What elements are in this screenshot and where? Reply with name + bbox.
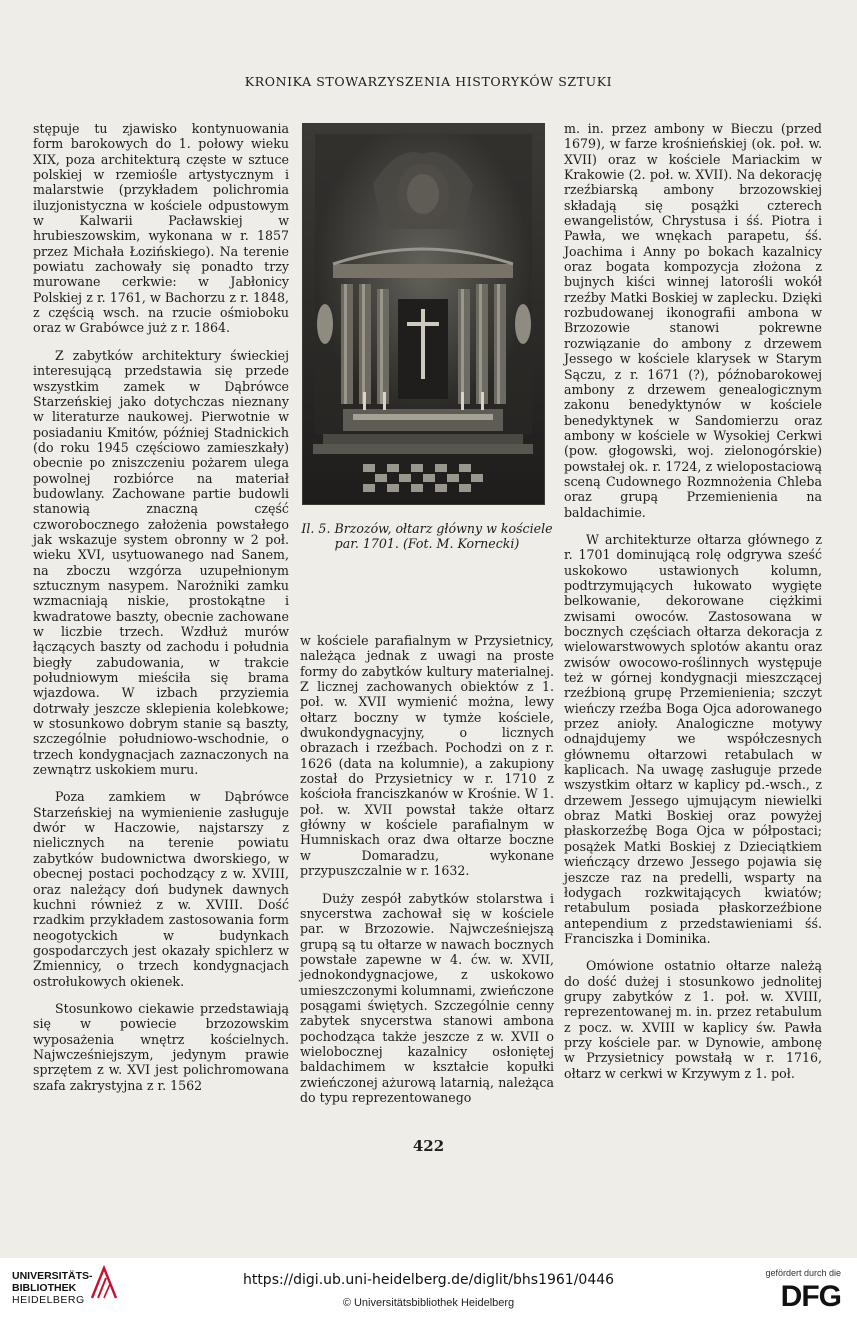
left-paragraph-4: Stosunkowo ciekawie przedstawiają się w powiecie brzozowskim wyposażenia wnętrz kościelnych. Najwcześniejszym, jedynym prawie sprzętem z w. XVI jest polichromowana szafa zakrystyjna z r. 1562 — [33, 1000, 289, 1093]
middle-paragraph-2: Duży zespół zabytków stolarstwa i snycerstwa zachował się w kościele par. w Brzozowie. Najwcześniejszą grupą są tu ołtarze w nawach bocznych powstałe zapewne w 4. ćw. w. XVII, jednokondygnacjowe, z uskokowo umieszczonymi kolumnami, zwieńczone posągami świętych. Szczególnie cenny zabytek snycerstwa stanowi ambona pochodząca także jeszcze z w. XVII o wielobocznej kazalnicy osłoniętej baldachimem w kształcie kopułki zwieńczonej ażurową latarnią, należąca do typu reprezentowanego — [300, 890, 554, 1105]
middle-paragraph-1: w kościele parafialnym w Przysietnicy, należąca jednak z uwagi na proste formy do zabytków kultury materialnej. Z licznej zachowanych obiektów z 1. poł. w. XVII wymienić można, lewy ołtarz boczny w tymże kościele, dwukondygnacyjny, o licznych obrazach i rzeźbach. Pochodzi on z r. 1626 (data na kolumnie), a zakupiony został do Przysietnicy w r. 1710 z kościoła franciszkanów w Krośnie. W 1. poł. w. XVII powstał także ołtarz główny w kościele parafialnym w Humniskach oraz dwa ołtarze boczne w Domaradzu, wykonane przypuszczalnie w r. 1632. — [300, 633, 554, 879]
library-line-1: UNIVERSITÄTS- — [12, 1270, 93, 1282]
page-number: 422 — [412, 1137, 445, 1155]
left-column — [33, 121, 289, 1105]
middle-column — [300, 633, 554, 1117]
permalink-url[interactable]: https://digi.ub.uni-heidelberg.de/diglit/bhs1961/0446 — [242, 1272, 615, 1288]
dfg-logo[interactable]: DFG — [780, 1280, 841, 1313]
left-paragraph-1: stępuje tu zjawisko kontynuowania form barokowych do 1. połowy wieku XIX, poza architekturą częste w sztuce polskiej w rzemiośle artystycznym i malarstwie (przykładem polichromia iluzjonistyczna w kościele odpustowym w Kalwarii Pacławskiej w hrubieszowskim, wykonana w r. 1857 przez Michała Łozińskiego). Na terenie powiatu zachowały się ponadto trzy murowane cerkwie: w Jabłonicy Polskiej z r. 1761, w Bachorzu z r. 1848, z częścią wsch. na rzucie ośmioboku oraz w Grabówce już z r. 1864. — [33, 121, 289, 336]
right-paragraph-1: m. in. przez ambony w Bieczu (przed 1679), w farze krośnieńskiej (ok. poł. w. XVII) oraz w kościele Mariackim w Krakowie (2. poł. w. XVII). Na dekorację rzeźbiarską ambony brzozowskiej składają się posążki czterech ewangelistów, Chrystusa i śś. Piotra i Pawła, we wnękach parapetu, śś. Joachima i Anny po bokach kazalnicy oraz bogata kompozycja złożona z bujnych kiści winnej latorośli wokół rzeźby Matki Boskiej w zaplecku. Dzięki rozbudowanej ikonografii ambona w Brzozowie stanowi pokrewne rozwiązanie do ambony z drzewem Jessego w kościele klarysek w Starym Sączu, z r. 1671 (?), późnobarokowej ambony z drzewem genealogicznym zakonu benedyktynów w kościele benedyktynek w Sandomierzu oraz ambony w kościele w Wysokiej Cerkwi (pow. głogowski, woj. zielonogórskie) powstałej ok. r. 1724, z wielopostaciową sceną Cudownego Rozmnożenia Chleba oraz grupą Przemienienia na baldachimie. — [564, 121, 822, 520]
library-line-2: BIBLIOTHEK — [12, 1282, 77, 1294]
copyright-notice: © Universitätsbibliothek Heidelberg — [342, 1297, 515, 1309]
altar-photograph — [302, 123, 545, 505]
funding-label: gefördert durch die — [765, 1268, 841, 1278]
altar-illustration — [303, 124, 544, 504]
left-paragraph-3: Poza zamkiem w Dąbrówce Starzeńskiej na wymienienie zasługuje dwór w Haczowie, najstarszy z nielicznych na terenie powiatu zabytków budownictwa dworskiego, w obecnej postaci pochodzący z w. XVIII, oraz należący doń budynek dawnych kuchni również z w. XVIII. Dość rzadkim przykładem zastosowania form neogotyckich w budynkach gospodarczych jest okazały spichlerz w Zmiennicy, o trzech kondygnacjach ostrołukowych okienek. — [33, 789, 289, 989]
left-paragraph-2: Z zabytków architektury świeckiej interesującą przedstawia się przede wszystkim zamek w Dąbrówce Starzeńskiej jako dotychczas nieznany w literaturze naukowej. Pierwotnie w posiadaniu Kmitów, później Stadnickich (do roku 1945 częściowo zamieszkały) obecnie po zniszczeniu pożarem ulega powolnej rozbiórce na materiał budowlany. Zachowane partie budowli stanowią znaczną część czworobocznego założenia powstałego jak wskazuje system obronny w 2 poł. wieku XVI, usytuowanego nad Sanem, na zboczu wzgórza uzupełnionym sztucznym nasypem. Narożniki zamku wzmacniają niskie, prostokątne i kwadratowe baszty, obecnie zachowane w liczbie trzech. Wzdłuż murów łączących baszty od zachodu i południa biegły zabudowania, w trakcie południowym mieściła się brama wjazdowa. W izbach przyziemia dotrwały jeszcze sklepienia kolebkowe; w stosunkowo dobrym stanie są baszty, szczególnie południowo-wschodnie, o trzech kondygnacjach zaznaczonych na zewnątrz uskokiem muru. — [33, 347, 289, 778]
right-column — [564, 121, 822, 1093]
library-line-3: HEIDELBERG — [12, 1294, 85, 1306]
right-paragraph-3: Omówione ostatnio ołtarze należą do dość dużej i stosunkowo jednolitej grupy zabytków z 1. poł. w. XVIII, reprezentowanej m. in. przez retabulum z pocz. w. XVIII w kaplicy św. Pawła przy kościele par. w Dynowie, ambonę w Przysietnicy powstałą w r. 1716, ołtarz w cerkwi w Krzywym z 1. poł. — [564, 958, 822, 1081]
right-paragraph-2: W architekturze ołtarza głównego z r. 1701 dominującą rolę odgrywa sześć uskokowo ustawionych kolumn, podtrzymujących łukowato wygięte belkowanie, dekorowane ciężkimi zwisami owoców. Zastosowana w bocznych częściach ołtarza dekoracja z wielowarstwowych splotów akantu oraz zwisów owocowo-roślinnych występuje też w górnej kondygnacji mieszczącej rzeźbioną grupę Przemienienia; szczyt wieńczy rzeźba Boga Ojca adorowanego przez anioły. Analogiczne motywy odnajdujemy we współczesnych głównemu ołtarzowi retabulach w kaplicach. Na uwagę zasługuje przede wszystkim ołtarz w kaplicy pd.-wsch., z drzewem Jessego ujmującym niewielki obraz Matki Boskiej oraz powyżej płaskorzeźbę Boga Ojca w półpostaci; posążek Matki Boskiej z Dzieciątkiem wieńczący drzewo Jessego pojawia się jeszcze raz na predelli, wsparty na łodygach rozkwitających kwiatów; retabulum posiada płaskorzeźbione antependium z przedstawieniami śś. Franciszka i Dominika. — [564, 531, 822, 946]
figure-caption: Il. 5. Brzozów, ołtarz główny w kościele par. 1701. (Fot. M. Kornecki) — [301, 521, 553, 551]
running-head: KRONIKA STOWARZYSZENIA HISTORYKÓW SZTUKI — [244, 74, 613, 89]
